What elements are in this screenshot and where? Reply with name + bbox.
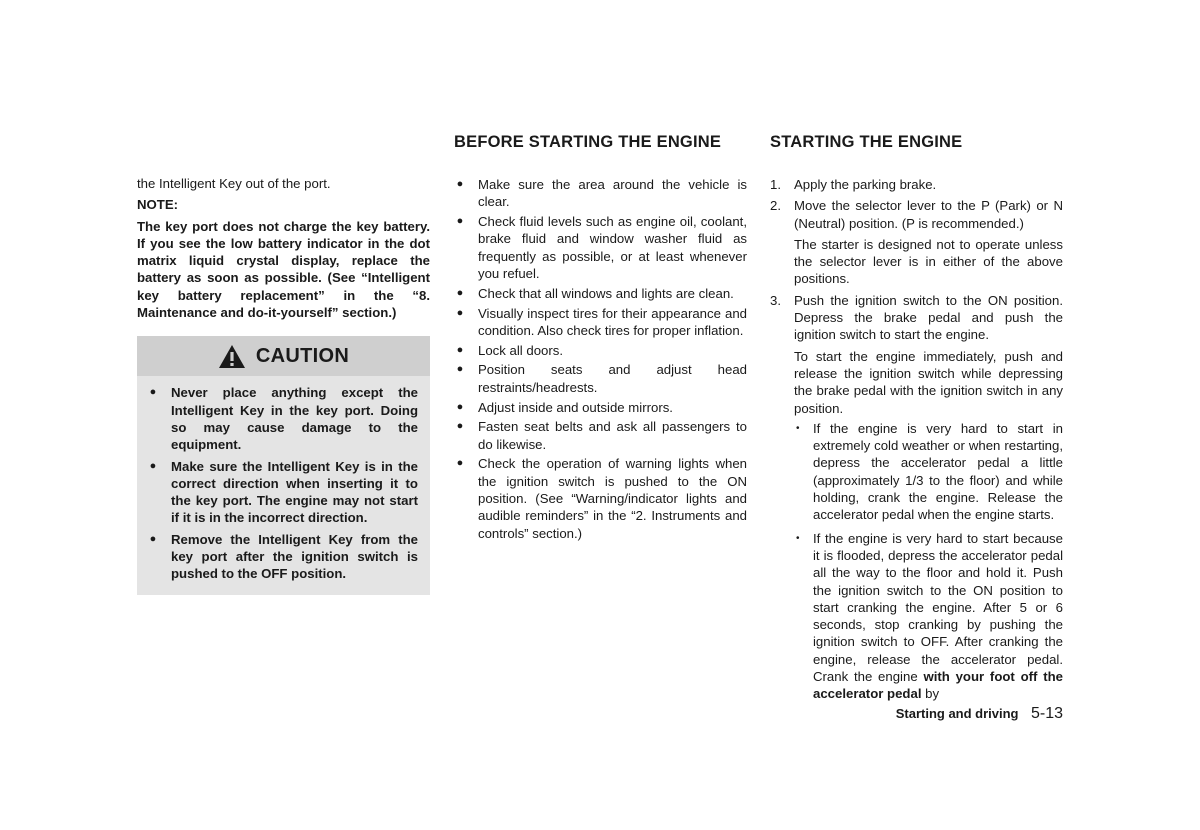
emphasis-text: with your foot off the accelerator pedal [813,669,1063,702]
list-item: ● Adjust inside and outside mirrors. [454,399,747,416]
step-text: Move the selector lever to the P (Park) or N (Neutral) position. (P is recommended.) [794,198,1063,231]
caution-item: ● Never place anything except the Intelligent Key in the key port. Doing so may cause damage to the equipment. [147,384,418,453]
caution-box [137,336,430,594]
step-number: 3. [770,292,781,308]
section-heading: BEFORE STARTING THE ENGINE [454,133,722,151]
warning-triangle-icon [218,344,246,369]
list-item: ● Check the operation of warning lights when the ignition switch is pushed to the ON position. (See “Warning/indicator lights and audible reminders” in the “2. Instruments and controls” section.) [454,455,747,541]
list-item: ● Fasten seat belts and ask all passengers to do likewise. [454,418,747,453]
bullet-icon: ● [456,178,464,190]
note-text: The key port does not charge the key battery. If you see the low battery indicator in the dot matrix liquid crystal display, replace the battery as soon as possible. (See “Intelligent key battery replacement” in the “8. Maintenance and do-it-yourself” section.) [137,218,430,321]
checklist [454,176,747,542]
sub-list-item: • If the engine is very hard to start in extremely cold weather or when restarting, depress the accelerator pedal a little (approximately 1/3 to the floor) and while holding, crank the engine. Release the accelerator pedal when the engine starts. [796,420,1063,523]
caution-list [137,376,430,588]
bullet-icon: ● [456,215,464,228]
right-column [770,132,1063,709]
sub-list-item: • If the engine is very hard to start because it is flooded, depress the accelerator pedal all the way to the floor and hold it. Push the ignition switch to the ON position to start cranking the engine. After 5 or 6 seconds, stop cranking by pushing the ignition switch to OFF. After cranking the engine, release the accelerator pedal. Crank the engine with your foot off the accelerator pedal by [796,530,1063,702]
list-item: ● Make sure the area around the vehicle is clear. [454,176,747,211]
steps-list [770,176,1063,703]
step-number: 2. [770,198,781,214]
step-item [770,197,1063,287]
caution-item: ● Remove the Intelligent Key from the key port after the ignition switch is pushed to the OFF position. [147,531,418,583]
step-number: 1. [770,177,781,192]
bullet-icon: ● [456,306,464,319]
note-label: NOTE: [137,197,179,213]
step-text: Apply the parking brake. [794,177,937,192]
list-item: ● Check that all windows and lights are clean. [454,285,747,302]
bullet-icon: • [796,532,800,544]
sub-list [794,420,1063,703]
step-item [770,292,1063,703]
bullet-icon: ● [456,400,464,413]
footer-section-title: Starting and driving [895,706,1019,721]
bullet-icon: ● [456,363,464,376]
caution-header [137,336,430,376]
bullet-icon: ● [456,457,464,470]
list-item: ● Lock all doors. [454,342,747,359]
bullet-icon: • [796,422,800,434]
page-footer [770,705,1063,723]
bullet-icon: ● [456,420,464,433]
continued-text: the Intelligent Key out of the port. [137,176,331,191]
step-note: To start the engine immediately, push and release the ignition switch while depressing the brake pedal with the ignition switch in any position. [794,348,1063,416]
middle-column [454,132,747,544]
page-number: 5-13 [1030,705,1063,722]
step-text: Push the ignition switch to the ON position. Depress the brake pedal and push the ignition switch to start the engine. [794,292,1063,343]
section-heading: STARTING THE ENGINE [770,133,963,151]
bullet-icon: ● [149,459,157,472]
bullet-icon: ● [149,532,157,545]
left-column [137,175,430,595]
caution-item: ● Make sure the Intelligent Key is in the correct direction when inserting it to the key port. The engine may not start if it is in the incorrect direction. [147,458,418,527]
list-item: ● Visually inspect tires for their appearance and condition. Also check tires for proper inflation. [454,305,747,340]
bullet-icon: ● [456,343,464,356]
bullet-icon: ● [456,286,464,299]
bullet-icon: ● [149,386,157,399]
step-item [770,176,1063,193]
caution-title: CAUTION [255,344,350,367]
step-note: The starter is designed not to operate unless the selector lever is in either of the above positions. [794,236,1063,287]
list-item: ● Check fluid levels such as engine oil, coolant, brake fluid and window washer fluid as frequently as possible, or at least whenever you refuel. [454,213,747,282]
list-item: ● Position seats and adjust head restraints/headrests. [454,361,747,396]
